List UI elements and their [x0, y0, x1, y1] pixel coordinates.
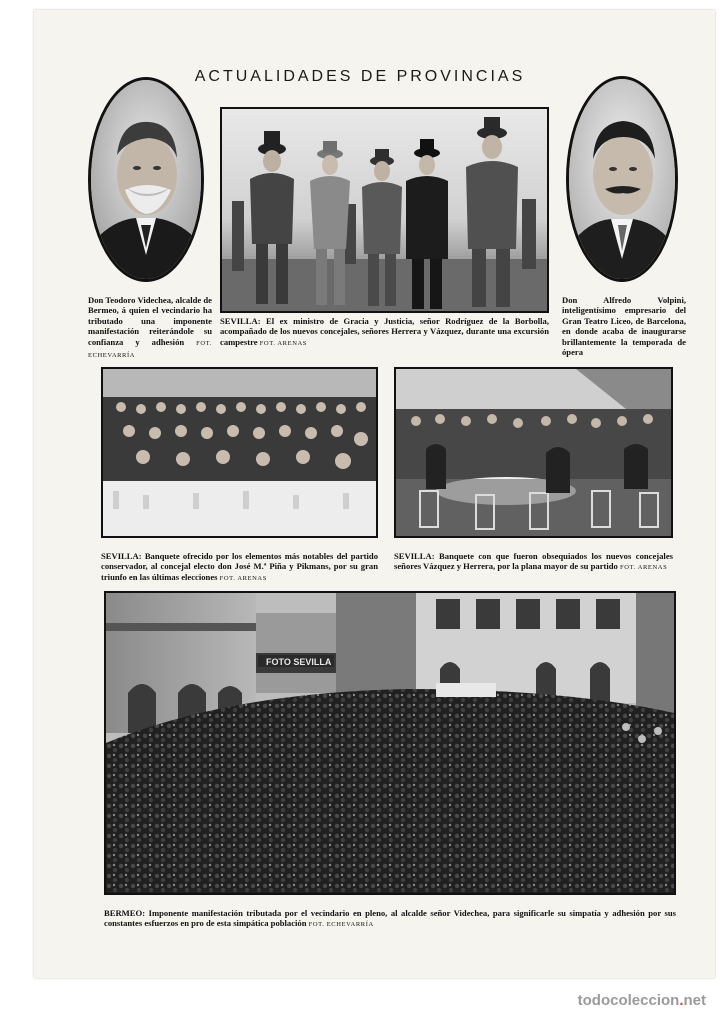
caption-bermeo — [104, 908, 676, 931]
caption-lead: Don Alfredo Volpini, — [562, 295, 686, 305]
photo-credit: FOT. ARENAS — [620, 564, 668, 572]
photo-credit: FOT. ECHEVARRÍA — [88, 339, 212, 360]
watermark-left: todocoleccion — [577, 992, 680, 1009]
watermark-right: net — [683, 992, 706, 1009]
photo-bermeo-manifestacion — [104, 591, 676, 895]
photo-sevilla-excursion — [220, 107, 549, 313]
caption-lead: SEVILLA: — [220, 316, 261, 326]
caption-lead: SEVILLA: — [101, 551, 142, 561]
shop-sign: FOTO SEVILLA — [266, 657, 332, 667]
caption-text: Banquete con que fueron obsequiados los nuevos concejales señores Vázquez y Herrera, por la plana mayor de su partido — [394, 551, 673, 572]
caption-lead: SEVILLA: — [394, 551, 435, 561]
photo-credit: FOT. ARENAS — [219, 574, 267, 582]
caption-banquete-concejales — [394, 551, 673, 574]
watermark — [578, 992, 706, 1009]
page-title: ACTUALIDADES DE PROVINCIAS — [194, 68, 526, 85]
caption-text: Banquete ofrecido por los elementos más notables del partido conservador, al concejal electo don José M.ª Piña y Pikmans, por su gran triunfo en las últimas elecciones — [101, 551, 378, 582]
photo-credit: FOT. ARENAS — [259, 339, 307, 347]
caption-text: inteligentísimo empresario del Gran Teatro Liceo, de Barcelona, en donde acaba de inaugurarse brillantemente la temporada de ópera — [562, 305, 686, 358]
caption-lead: Don Teodoro Videchea, — [88, 295, 174, 305]
caption-lead: BERMEO: — [104, 908, 146, 918]
caption-banquete-conservador — [101, 551, 378, 584]
caption-volpini — [562, 295, 686, 357]
photo-banquete-concejales — [394, 367, 673, 538]
portrait-volpini — [566, 76, 678, 282]
caption-sevilla-excursion — [220, 316, 549, 349]
caption-videchea — [88, 295, 212, 361]
caption-text: Imponente manifestación tributada por el vecindario en pleno, al alcalde señor Videchea, para significarle su simpatía y adhesión por sus constantes esfuerzos en pro de esta simpática población — [104, 908, 677, 929]
caption-text: alcalde de Bermeo, á quien el vecindario ha tributado una imponente manifestación reiterándole su confianza y adhesión — [88, 295, 212, 347]
photo-credit: FOT. ECHEVARRÍA — [308, 921, 374, 929]
portrait-videchea — [88, 77, 204, 282]
photo-banquete-conservador — [101, 367, 378, 538]
watermark-dot: . — [679, 992, 684, 1009]
caption-text: El ex ministro de Gracia y Justicia, señor Rodríguez de la Borbolla, acompañado de los nuevos concejales, señores Herrera y Vázquez, durante una excursión campestre — [220, 316, 549, 347]
